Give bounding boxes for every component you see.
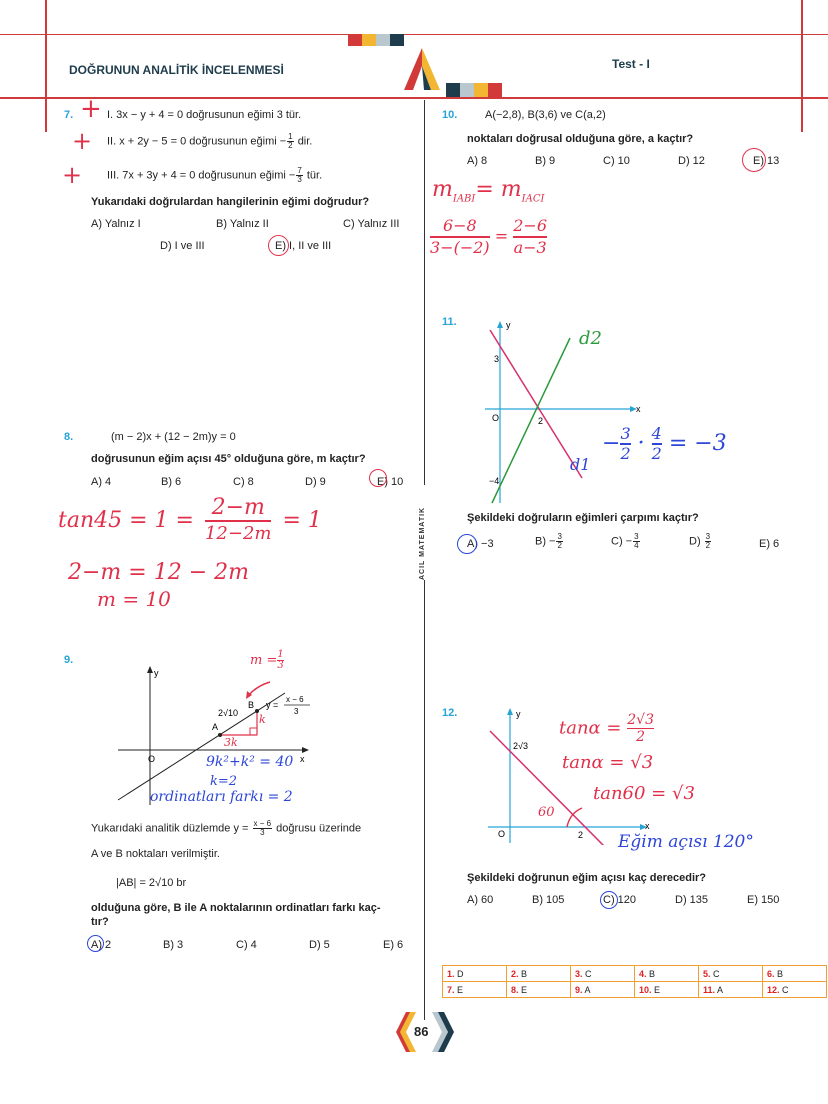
answer-key-cell: 7. E (443, 982, 507, 998)
q10-option-c[interactable]: C) 10 (603, 155, 630, 167)
q9-option-b[interactable]: B) 3 (163, 939, 184, 951)
q11-option-c[interactable]: C) − $\frac{3}{4}$ (611, 532, 639, 550)
q11-number: 11. (442, 316, 457, 328)
q12-y-label: y (516, 709, 521, 719)
answer-key-cell: 6. B (763, 966, 827, 982)
q9-eq-num: x − 6 (286, 695, 304, 704)
q9-right-angle (250, 728, 257, 735)
q12-option-d[interactable]: D) 135 (675, 894, 709, 906)
q12-number: 12. (442, 707, 458, 719)
q8-number: 8. (64, 431, 74, 443)
q7-mark-3: + (62, 161, 83, 189)
q9-option-e[interactable]: E) 6 (383, 939, 404, 951)
column-divider (424, 580, 425, 1020)
q10-option-a[interactable]: A) 8 (467, 155, 488, 167)
q10-points: A(−2,8), B(3,6) ve C(a,2) (485, 109, 606, 121)
q11-y-arrow (497, 321, 503, 328)
page-number: 86 (414, 1024, 429, 1039)
q8-work-line1: tan45 = 1 = 2−m 12−2m = 1 (58, 495, 322, 544)
answer-key-cell: 12. C (763, 982, 827, 998)
q11-y-label: y (506, 320, 511, 330)
q9-b-label: B (248, 700, 255, 710)
deco-block (460, 83, 474, 97)
q7-question: Yukarıdaki doğrulardan hangilerinin eğimi doğrudur? (91, 196, 370, 208)
q9-hand-eq3: ordinatları farkı = 2 (150, 789, 293, 805)
q9-line (118, 693, 285, 800)
q9-given: |AB| = 2√10 br (116, 877, 187, 889)
q7-option-e[interactable]: E) I, II ve III (275, 240, 332, 252)
deco-block (474, 83, 488, 97)
answer-key-cell: 5. C (699, 966, 763, 982)
q10-work-line2: $\frac{6-8}{3-(-2)}$ = $\frac{2-6}{a-3}$ (430, 216, 548, 257)
q12-option-e[interactable]: E) 150 (747, 894, 780, 906)
q9-dist-label: 2√10 (218, 708, 238, 718)
q11-tick-2: 2 (538, 416, 544, 426)
q8-option-e[interactable]: E) 10 (377, 476, 404, 488)
q9-question-1: olduğuna göre, B ile A noktalarının ordinatları farkı kaç- (91, 902, 381, 914)
answer-key-table (442, 965, 827, 998)
q9-hand-arrow (248, 682, 270, 696)
frame-line-right (801, 0, 803, 132)
q11-hand-d1: d1 (570, 455, 591, 474)
q12-hand-line3: tan60 = √3 (593, 783, 695, 804)
q11-question: Şekildeki doğruların eğimleri çarpımı kaçtır? (467, 512, 699, 524)
deco-block (488, 83, 502, 97)
q9-eq-den: 3 (294, 707, 299, 716)
q7-option-b[interactable]: B) Yalnız II (216, 218, 269, 230)
column-divider (424, 100, 425, 485)
q8-equation: (m − 2)x + (12 − 2m)y = 0 (111, 431, 236, 443)
q7-answer-circle (268, 235, 289, 256)
q9-answer-circle (87, 935, 104, 952)
q12-tick-y: 2√3 (513, 741, 528, 751)
q11-option-b[interactable]: B) − $\frac{3}{2}$ (535, 532, 562, 550)
q7-option-c[interactable]: C) Yalnız III (343, 218, 400, 230)
q7-statement-1: I. 3x − y + 4 = 0 doğrusunun eğimi 3 tür. (107, 109, 302, 121)
q7-number: 7. (64, 109, 74, 121)
q10-option-e[interactable]: E) 13 (753, 155, 780, 167)
q9-number: 9. (64, 654, 74, 666)
q12-hand-line2: tanα = √3 (562, 752, 654, 773)
q9-origin-label: O (148, 754, 156, 764)
answer-key-row (443, 966, 827, 982)
q11-graph (480, 318, 650, 508)
q9-question-2: tır? (91, 916, 109, 928)
q8-option-b[interactable]: B) 6 (161, 476, 182, 488)
q10-work-line1: $m_{IABI}= m_{IACI}$ (432, 177, 545, 205)
q11-option-a[interactable]: A) −3 (467, 538, 494, 550)
q11-x-label: x (636, 404, 641, 414)
q9-hand-slope: m = $\frac{1}{3}$ (250, 649, 284, 671)
q9-option-d[interactable]: D) 5 (309, 939, 330, 951)
q12-option-a[interactable]: A) 60 (467, 894, 494, 906)
q7-statement-3: III. 7x + 3y + 4 = 0 doğrusunun eğimi − $\frac{7}{3}$ tür. (107, 166, 323, 184)
q12-option-c[interactable]: C) 120 (603, 894, 637, 906)
q9-x-label: x (300, 754, 305, 764)
q10-option-b[interactable]: B) 9 (535, 155, 556, 167)
answer-key-cell: 2. B (507, 966, 571, 982)
answer-key-row (443, 982, 827, 998)
q11-hand-calc: − $\frac{3}{2}$ · $\frac{4}{2}$ = −3 (602, 424, 727, 463)
frame-line-bottom (0, 97, 828, 99)
q9-eq-lhs: y = (266, 700, 279, 710)
q8-work-line3: m = 10 (97, 587, 171, 611)
q12-hand-60: 60 (538, 805, 555, 820)
deco-block (446, 83, 460, 97)
q7-mark-2: + (72, 127, 93, 155)
q12-y-arrow (507, 708, 513, 715)
q12-answer-circle (600, 891, 618, 909)
q8-question: doğrusunun eğim açısı 45° olduğuna göre, m kaçtır? (91, 453, 366, 465)
q7-option-a[interactable]: A) Yalnız I (91, 218, 141, 230)
q9-text-1: Yukarıdaki analitik düzlemde y = $\frac{x - 6}{3}$ doğrusu üzerinde (91, 819, 362, 837)
chapter-title: DOĞRUNUN ANALİTİK İNCELENMESİ (69, 63, 284, 77)
answer-key-cell: 11. A (699, 982, 763, 998)
answer-key-cell: 10. E (635, 982, 699, 998)
q8-option-c[interactable]: C) 8 (233, 476, 254, 488)
q12-question: Şekildeki doğrunun eğim açısı kaç derecedir? (467, 872, 707, 884)
q12-hand-line4: Eğim açısı 120° (618, 832, 754, 852)
q9-hand-k: k (259, 713, 266, 726)
q11-hand-d2: d2 (579, 328, 602, 349)
answer-key-cell: 8. E (507, 982, 571, 998)
q8-option-a[interactable]: A) 4 (91, 476, 112, 488)
q7-statement-2: II. x + 2y − 5 = 0 doğrusunun eğimi − $\frac{1}{2}$ dir. (107, 132, 313, 150)
answer-key-cell: 4. B (635, 966, 699, 982)
q9-option-a[interactable]: A) 2 (91, 939, 112, 951)
q9-y-arrow (147, 666, 153, 673)
frame-line-top (0, 34, 828, 35)
q12-origin-label: O (498, 829, 506, 839)
q7-mark-1: + (80, 94, 102, 124)
q9-y-label: y (154, 668, 159, 678)
q9-hand-eq2: k=2 (210, 774, 238, 789)
brand-logo-icon (404, 48, 440, 90)
q11-option-e[interactable]: E) 6 (759, 538, 780, 550)
q12-option-b[interactable]: B) 105 (532, 894, 565, 906)
deco-block (390, 34, 404, 46)
q9-point-a (218, 733, 222, 737)
q7-option-d[interactable]: D) I ve III (160, 240, 205, 252)
deco-block (348, 34, 362, 46)
answer-key-cell: 9. A (571, 982, 635, 998)
q10-option-d[interactable]: D) 12 (678, 155, 705, 167)
deco-block (376, 34, 390, 46)
q11-tick-3: 3 (494, 354, 500, 364)
q8-work-line2: 2−m = 12 − 2m (68, 560, 249, 585)
q12-line (490, 731, 605, 845)
q10-question: noktaları doğrusal olduğuna göre, a kaçtır? (467, 133, 694, 145)
frame-line-left (45, 0, 47, 132)
q12-hand-line1: tanα = $\frac{2√3}{2}$ (559, 712, 655, 745)
q8-answer-circle (369, 469, 387, 487)
q9-a-label: A (212, 722, 219, 732)
q11-line-d2 (492, 338, 570, 503)
side-label: ACIL MATEMATIK (419, 506, 426, 580)
q9-hand-3k: 3k (224, 736, 238, 749)
q9-x-arrow (302, 747, 309, 753)
test-label: Test - I (612, 57, 650, 71)
deco-block (362, 34, 376, 46)
q11-answer-circle (457, 534, 477, 554)
q12-x-label: x (645, 821, 650, 831)
answer-key-cell: 3. C (571, 966, 635, 982)
q8-option-d[interactable]: D) 9 (305, 476, 326, 488)
q11-line-d1 (490, 330, 582, 478)
q9-text-2: A ve B noktaları verilmiştir. (91, 848, 220, 860)
answer-key-cell: 1. D (443, 966, 507, 982)
q11-tick-minus4: −4 (489, 476, 500, 486)
q12-tick-2: 2 (578, 830, 584, 840)
q9-hand-eq1: 9k²+k² = 40 (206, 754, 294, 770)
q9-option-c[interactable]: C) 4 (236, 939, 257, 951)
q10-number: 10. (442, 109, 458, 121)
q11-option-d[interactable]: D) $\frac{3}{2}$ (689, 532, 711, 550)
q10-answer-circle (742, 148, 766, 172)
q11-origin-label: O (492, 413, 500, 423)
